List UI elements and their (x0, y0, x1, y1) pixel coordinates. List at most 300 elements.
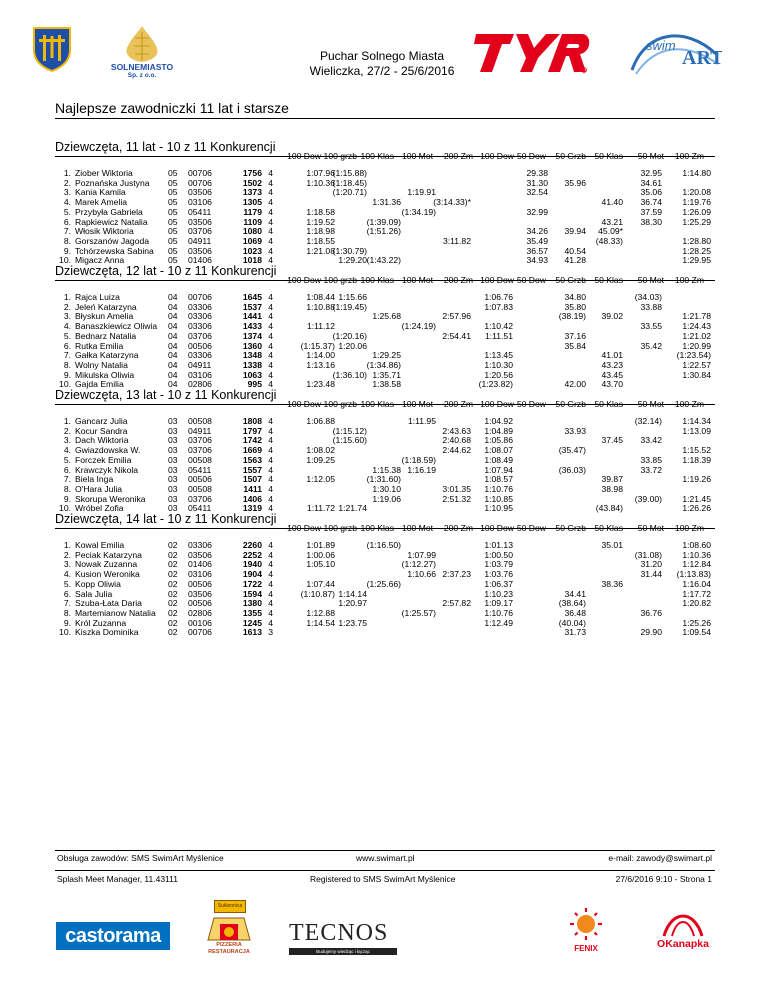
column-header: 50 Grzb (555, 399, 586, 409)
rank: 9. (63, 617, 71, 628)
points: 1756 (242, 168, 262, 178)
rank: 9. (63, 369, 71, 380)
swimmer-name: Krawczyk Nikola (75, 464, 139, 475)
club-code: 01406 (188, 559, 212, 570)
club-code: 00508 (188, 416, 212, 426)
result-time: 1:20.56 (484, 369, 513, 380)
swimart-logo (626, 24, 722, 76)
club-code: 00506 (188, 340, 212, 351)
result-time: 33.42 (640, 435, 662, 446)
club-code: 01406 (188, 255, 212, 266)
points: 1245 (242, 617, 262, 628)
column-header: 100 Mot (401, 523, 433, 533)
points: 1179 (243, 206, 262, 217)
result-time: 1:28.25 (682, 245, 711, 256)
result-time: 38.36 (601, 578, 623, 589)
result-time: 1:07.96 (306, 168, 335, 178)
column-header: 100 Dow (480, 151, 514, 161)
footer-email[interactable]: e-mail: zawody@swimart.pl (608, 853, 712, 863)
okanapka-name: OKanapka (657, 938, 709, 950)
swimmer-name: Rapkiewicz Natalia (75, 216, 148, 227)
result-time: (39.00) (634, 493, 662, 504)
swimmer-name: Marek Amelia (75, 197, 128, 208)
result-time: 3:01.35 (442, 483, 471, 494)
result-time: 1:08.07 (484, 445, 513, 456)
svg-text:ART: ART (682, 47, 722, 69)
rank: 3. (63, 187, 71, 198)
result-time: 1:24.43 (682, 321, 711, 332)
result-time: 1:16.04 (682, 578, 711, 589)
birth-year: 04 (168, 340, 178, 351)
points: 1433 (242, 321, 262, 332)
column-header: 100 Zm (674, 399, 704, 409)
result-time: 36.76 (640, 607, 662, 618)
swimmer-name: Kowal Emilia (75, 540, 125, 550)
event-count: 4 (268, 503, 273, 514)
column-header: 50 Dow (516, 275, 546, 285)
result-time: 36.57 (526, 245, 548, 256)
result-time: 1:10.36 (306, 177, 335, 188)
result-time: 1:13.16 (306, 359, 335, 370)
solnemiasto-logo (107, 24, 177, 82)
pizzeria-top: Sukiennica (214, 900, 246, 913)
birth-year: 02 (168, 569, 178, 580)
result-time: (36.03) (558, 464, 586, 475)
title-line2: Wieliczka, 27/2 - 25/6/2016 (309, 64, 455, 78)
column-header: 100 Zm (674, 151, 704, 161)
rank: 2. (63, 177, 71, 188)
swimmer-name: Rajca Luiza (75, 292, 120, 302)
event-count: 4 (268, 425, 273, 436)
result-time: 1:25.26 (682, 617, 711, 628)
club-code: 04911 (188, 425, 212, 436)
result-time: 32.95 (640, 168, 662, 178)
result-time: (1:30.79) (332, 245, 367, 256)
club-code: 03506 (188, 549, 212, 560)
result-time: 34.26 (526, 226, 548, 237)
column-header: 200 Zm (443, 151, 473, 161)
event-count: 4 (268, 235, 273, 246)
result-time: 1:29.20 (338, 255, 367, 266)
result-time: 37.59 (640, 206, 662, 217)
footer-organizer: Obsługa zawodów: SMS SwimArt Myślenice (57, 853, 224, 863)
birth-year: 03 (168, 416, 178, 426)
result-time: 1:30.10 (372, 483, 401, 494)
club-code: 00506 (188, 598, 212, 609)
result-time: 1:14.34 (682, 416, 711, 426)
result-time: 2:37.23 (442, 569, 471, 580)
event-count: 4 (268, 168, 273, 178)
result-time: 37.16 (564, 330, 586, 341)
birth-year: 02 (168, 607, 178, 618)
table-row (0, 540, 768, 550)
club-code: 00706 (188, 627, 212, 638)
result-time: (1:18.45) (332, 177, 367, 188)
points: 2260 (242, 540, 262, 550)
result-time: 1:21.78 (682, 311, 711, 322)
result-time: (1:15.88) (332, 168, 367, 178)
result-time: 1:19.91 (407, 187, 436, 198)
event-count: 4 (268, 311, 273, 322)
wieliczka-crest (32, 26, 72, 72)
swimmer-name: Poznańska Justyna (75, 177, 150, 188)
result-time: (3:14.33)* (433, 197, 471, 208)
points: 1722 (242, 578, 262, 589)
result-time: 1:19.06 (372, 493, 401, 504)
main-title-underline (55, 118, 715, 119)
result-time: 1:14.00 (306, 350, 335, 361)
swimmer-name: Gorszanów Jagoda (75, 235, 150, 246)
birth-year: 02 (168, 617, 178, 628)
birth-year: 05 (168, 177, 178, 188)
fenix-name: FENIX (574, 944, 598, 953)
swimmer-name: Sala Julia (75, 588, 113, 599)
column-header: 50 Klas (594, 523, 623, 533)
event-count: 4 (268, 607, 273, 618)
result-time: 29.38 (526, 168, 548, 178)
birth-year: 03 (168, 503, 178, 514)
column-header: 100 grzb (323, 523, 357, 533)
event-count: 4 (268, 445, 273, 456)
points: 1411 (243, 483, 262, 494)
result-time: (1:15.12) (332, 425, 367, 436)
points: 1742 (242, 435, 262, 446)
event-count: 4 (268, 435, 273, 446)
event-count: 4 (268, 578, 273, 589)
club-code: 03306 (188, 301, 212, 312)
result-time: (32.14) (634, 416, 662, 426)
table-row (0, 618, 768, 628)
result-time: 1:10.36 (682, 549, 711, 560)
points: 1594 (242, 588, 262, 599)
result-time: 41.28 (564, 255, 586, 266)
result-time: 1:06.37 (484, 578, 513, 589)
event-count: 4 (268, 321, 273, 332)
points: 1063 (242, 369, 262, 380)
result-time: 3:11.82 (442, 235, 471, 246)
rank: 2. (63, 549, 71, 560)
table-row (0, 416, 768, 426)
result-time: 1:06.76 (484, 292, 513, 302)
rank: 4. (63, 569, 71, 580)
rank: 10. (59, 503, 71, 514)
result-time: 1:20.97 (338, 598, 367, 609)
result-time: 1:26.09 (682, 206, 711, 217)
column-header: 100 grzb (323, 275, 357, 285)
section-title: Dziewczęta, 14 lat - 10 z 11 Konkurencji (55, 512, 277, 526)
birth-year: 04 (168, 359, 178, 370)
result-time: (34.03) (634, 292, 662, 302)
swimmer-name: Kocur Sandra (75, 425, 128, 436)
result-time: 1:10.76 (484, 607, 513, 618)
result-time: 35.96 (564, 177, 586, 188)
table-row (0, 370, 768, 380)
points: 1797 (242, 425, 262, 436)
swimmer-name: Nowak Zuzanna (75, 559, 138, 570)
event-count: 4 (268, 197, 273, 208)
club-code: 03706 (188, 493, 212, 504)
result-time: 1:14.54 (306, 617, 335, 628)
result-time: (38.64) (558, 598, 586, 609)
result-time: 1:17.72 (682, 588, 711, 599)
result-time: 1:10.30 (484, 359, 513, 370)
result-time: 32.54 (526, 187, 548, 198)
swimmer-name: Skorupa Weronika (75, 493, 146, 504)
birth-year: 03 (168, 464, 178, 475)
result-time: 1:11.72 (306, 503, 335, 514)
fenix-logo (563, 906, 609, 956)
points: 1406 (242, 493, 262, 504)
result-time: (43.84) (595, 503, 623, 514)
column-header: 100 Klas (360, 151, 394, 161)
table-row (0, 445, 768, 455)
rank: 6. (63, 464, 71, 475)
points: 1904 (242, 569, 262, 580)
club-code: 03106 (188, 197, 212, 208)
result-time: 2:57.82 (442, 598, 471, 609)
result-time: (1:25.57) (401, 607, 436, 618)
event-count: 4 (268, 350, 273, 361)
column-header: 100 Mot (401, 275, 433, 285)
column-header: 100 Dow (287, 275, 321, 285)
points: 1645 (242, 292, 262, 302)
result-time: 34.61 (640, 177, 662, 188)
result-time: (1:31.60) (366, 474, 401, 485)
table-row (0, 550, 768, 560)
rank: 5. (63, 578, 71, 589)
result-time: 1:15.66 (338, 292, 367, 302)
club-code: 04911 (188, 359, 212, 370)
points: 1613 (242, 627, 262, 638)
event-count: 4 (268, 255, 273, 266)
table-row (0, 331, 768, 341)
table-row (0, 341, 768, 351)
club-code: 03706 (188, 435, 212, 446)
club-code: 00706 (188, 168, 212, 178)
result-time: (1:51.26) (366, 226, 401, 237)
result-time: (1:10.87) (300, 588, 335, 599)
result-time: 1:38.58 (372, 379, 401, 390)
swimmer-name: Król Zuzanna (75, 617, 127, 628)
section-title: Dziewczęta, 12 lat - 10 z 11 Konkurencji (55, 264, 277, 278)
tecnos-name: TECNOS (289, 920, 389, 946)
result-time: 1:35.71 (372, 369, 401, 380)
result-time: 1:07.94 (484, 464, 513, 475)
rank: 4. (63, 445, 71, 456)
result-time: 1:10.23 (484, 588, 513, 599)
result-time: 1:31.36 (372, 197, 401, 208)
club-code: 03706 (188, 330, 212, 341)
rank: 8. (63, 359, 71, 370)
points: 1441 (242, 311, 262, 322)
club-code: 00508 (188, 483, 212, 494)
swimmer-name: Kania Kamila (75, 187, 126, 198)
points: 2252 (242, 549, 262, 560)
column-header: 100 Klas (360, 275, 394, 285)
swimmer-name: Bednarz Natalia (75, 330, 137, 341)
tyr-logo (474, 30, 592, 76)
column-header: 200 Zm (443, 399, 473, 409)
result-time: 1:30.84 (682, 369, 711, 380)
tecnos-sub: Budujemy wiedząc i łącząc (289, 948, 397, 955)
club-code: 03506 (188, 216, 212, 227)
result-time: 1:12.84 (682, 559, 711, 570)
table-row (0, 608, 768, 618)
event-count: 4 (268, 569, 273, 580)
result-time: 1:29.25 (372, 350, 401, 361)
points: 1348 (242, 350, 262, 361)
event-count: 4 (268, 474, 273, 485)
result-time: 35.42 (640, 340, 662, 351)
event-count: 4 (268, 416, 273, 426)
footer-line-top (55, 850, 715, 851)
result-time: 2:51.32 (442, 493, 471, 504)
event-count: 4 (268, 588, 273, 599)
birth-year: 03 (168, 493, 178, 504)
birth-year: 04 (168, 330, 178, 341)
event-count: 4 (268, 226, 273, 237)
result-time: (48.33) (595, 235, 623, 246)
event-count: 4 (268, 330, 273, 341)
birth-year: 02 (168, 588, 178, 599)
table-row (0, 426, 768, 436)
rank: 5. (63, 330, 71, 341)
event-count: 3 (268, 627, 273, 638)
points: 1563 (242, 454, 262, 465)
main-title: Najlepsze zawodniczki 11 lat i starsze (55, 100, 289, 116)
result-time: 1:11.12 (306, 321, 335, 332)
result-time: 1:08.44 (306, 292, 335, 302)
result-time: (1:12.27) (401, 559, 436, 570)
rank: 9. (63, 493, 71, 504)
result-time: 31.20 (640, 559, 662, 570)
result-time: 1:10.95 (484, 503, 513, 514)
rank: 6. (63, 340, 71, 351)
result-time: 1:00.06 (306, 549, 335, 560)
column-header: 50 Mot (637, 399, 664, 409)
result-time: 31.44 (640, 569, 662, 580)
birth-year: 03 (168, 445, 178, 456)
club-code: 00706 (188, 177, 212, 188)
result-time: 31.30 (526, 177, 548, 188)
swimmer-name: Ziober Wiktoria (75, 168, 133, 178)
result-time: 1:20.99 (682, 340, 711, 351)
rank: 7. (63, 350, 71, 361)
result-time: 37.45 (601, 435, 623, 446)
result-time: 38.30 (640, 216, 662, 227)
result-time: 35.49 (526, 235, 548, 246)
rank: 4. (63, 321, 71, 332)
result-time: 1:08.57 (484, 474, 513, 485)
column-header: 50 Klas (594, 399, 623, 409)
points: 1023 (242, 245, 262, 256)
footer-website[interactable]: www.swimart.pl (356, 853, 415, 863)
club-code: 00508 (188, 454, 212, 465)
result-time: 33.55 (640, 321, 662, 332)
result-time: 33.72 (640, 464, 662, 475)
rank: 9. (63, 245, 71, 256)
result-time: (1:23.82) (478, 379, 513, 390)
table-row (0, 168, 768, 178)
rank: 4. (63, 197, 71, 208)
table-row (0, 494, 768, 504)
result-time: 1:03.76 (484, 569, 513, 580)
club-code: 00106 (188, 617, 212, 628)
event-count: 4 (268, 301, 273, 312)
birth-year: 02 (168, 549, 178, 560)
club-code: 02806 (188, 379, 212, 390)
castorama-logo: castorama (56, 922, 170, 950)
result-time: 1:10.85 (484, 493, 513, 504)
rank: 7. (63, 474, 71, 485)
result-time: 1:20.06 (338, 340, 367, 351)
birth-year: 05 (168, 206, 178, 217)
column-header: 100 grzb (323, 151, 357, 161)
result-time: 2:43.63 (442, 425, 471, 436)
result-time: 1:12.05 (306, 474, 335, 485)
event-count: 4 (268, 206, 273, 217)
event-count: 4 (268, 540, 273, 550)
pizzeria-logo (200, 900, 258, 956)
table-row (0, 627, 768, 637)
result-time: 33.93 (564, 425, 586, 436)
birth-year: 04 (168, 350, 178, 361)
birth-year: 04 (168, 369, 178, 380)
event-count: 4 (268, 483, 273, 494)
result-time: 1:11.51 (484, 330, 513, 341)
result-time: 1:25.29 (682, 216, 711, 227)
result-time: 43.70 (601, 379, 623, 390)
club-code: 00506 (188, 474, 212, 485)
pizzeria-name: PIZZERIA RESTAURACJA (208, 942, 250, 955)
result-time: (1:23.54) (676, 350, 711, 361)
header-title (280, 49, 484, 79)
swimmer-name: Mikulska Oliwia (75, 369, 135, 380)
rank: 10. (59, 627, 71, 638)
event-count: 4 (268, 454, 273, 465)
result-time: 1:23.75 (338, 617, 367, 628)
column-header: 50 Klas (594, 151, 623, 161)
club-code: 00706 (188, 292, 212, 302)
result-time: 1:05.86 (484, 435, 513, 446)
table-row (0, 226, 768, 236)
result-time: 29.90 (640, 627, 662, 638)
swimmer-name: Włosik Wiktoria (75, 226, 134, 237)
table-row (0, 569, 768, 579)
result-time: 1:07.44 (306, 578, 335, 589)
result-time: 1:09.17 (484, 598, 513, 609)
column-header: 50 Grzb (555, 523, 586, 533)
points: 1380 (242, 598, 262, 609)
result-time: (1:19.45) (332, 301, 367, 312)
result-time: 42.00 (564, 379, 586, 390)
swimmer-name: Biela Inga (75, 474, 114, 485)
svg-text:swim: swim (646, 38, 676, 53)
event-count: 4 (268, 549, 273, 560)
result-time: (1:36.10) (332, 369, 367, 380)
points: 1338 (242, 359, 262, 370)
column-header: 100 grzb (323, 399, 357, 409)
column-header: 100 Zm (674, 275, 704, 285)
result-time: (1:39.09) (366, 216, 401, 227)
result-time: 1:15.38 (372, 464, 401, 475)
result-time: 1:10.42 (484, 321, 513, 332)
rank: 8. (63, 483, 71, 494)
table-row (0, 178, 768, 188)
event-count: 4 (268, 464, 273, 475)
swimmer-name: Forczek Emilia (75, 454, 132, 465)
column-header: 50 Grzb (555, 275, 586, 285)
